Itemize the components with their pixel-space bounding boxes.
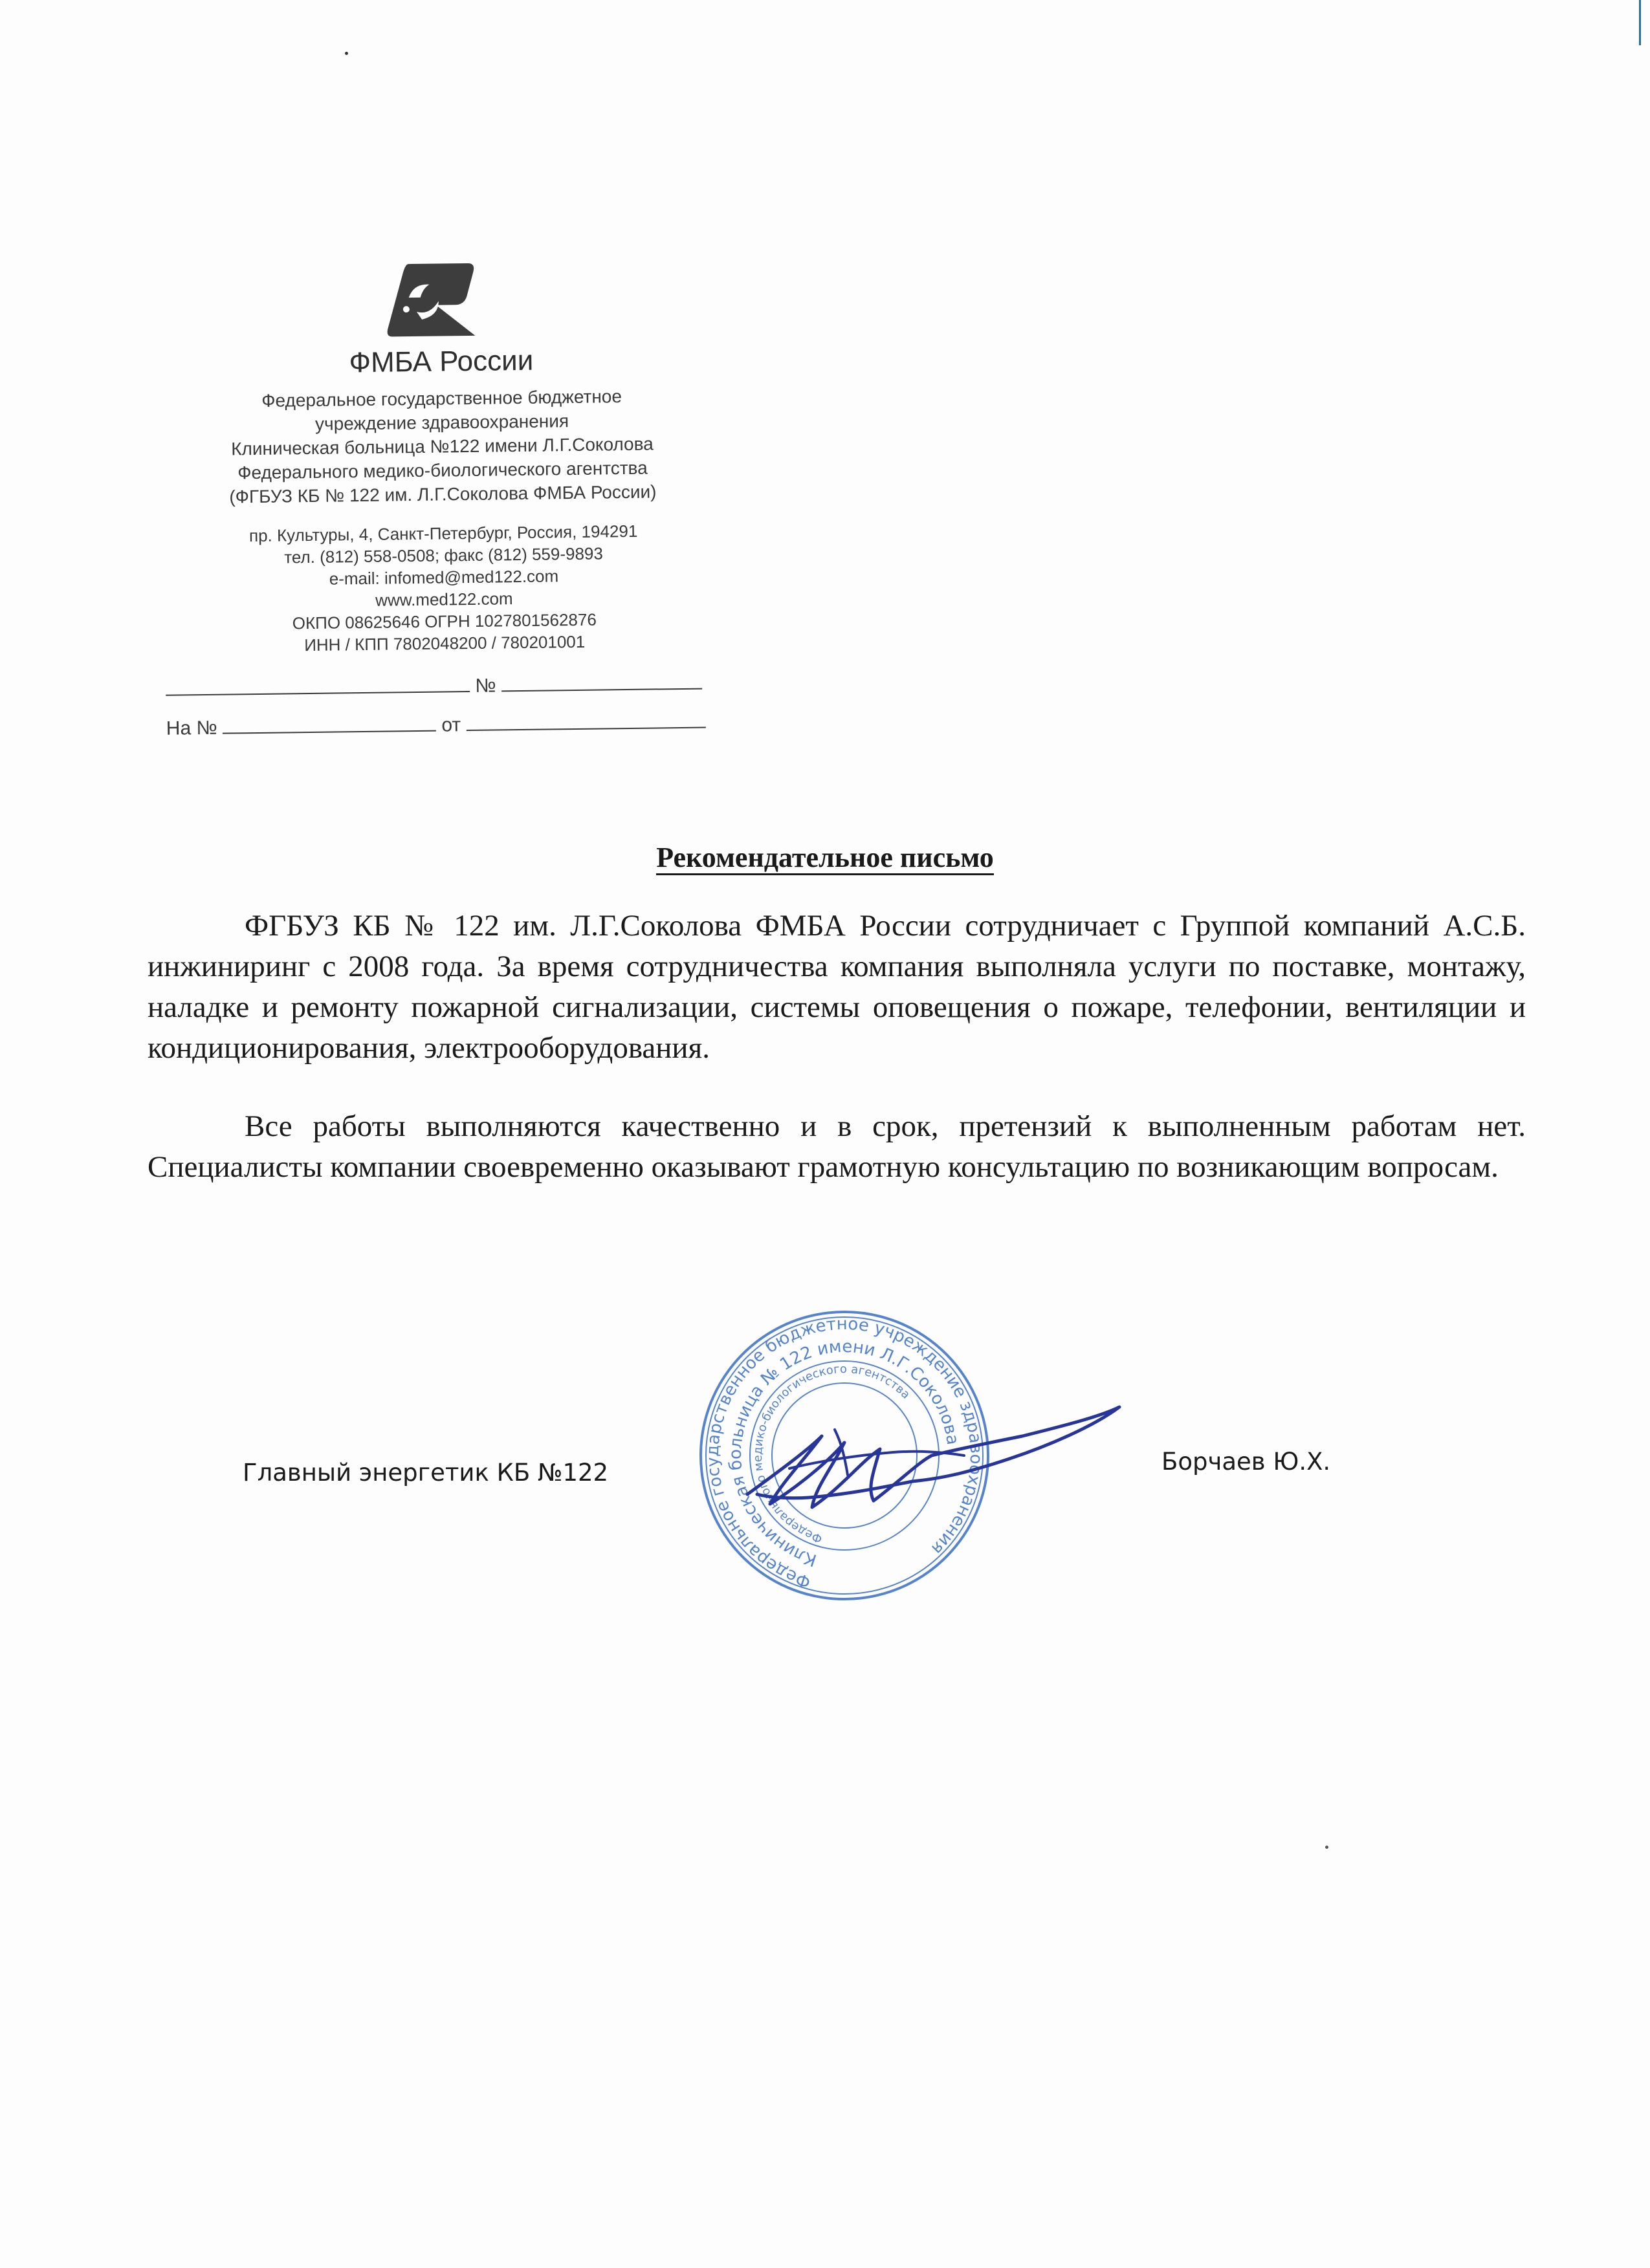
outgoing-ref-row (166, 672, 748, 701)
address: пр. Культуры, 4, Санкт-Петербург, Россия, 194291 (248, 521, 638, 546)
email: e-mail: infomed@med122.com (329, 566, 559, 589)
org-line: учреждение здравоохранения (314, 411, 569, 434)
reply-label: На № (166, 717, 217, 739)
letter-title (0, 841, 1650, 874)
scan-speck (345, 52, 348, 55)
org-name: ФМБА России (349, 344, 534, 379)
stamp-inner-text: Федерального медико-биологического агентства (751, 1362, 913, 1546)
org-line: Федеральное государственное бюджетное (261, 386, 622, 411)
reply-number-line (223, 716, 436, 734)
scan-edge-mark (1639, 0, 1641, 45)
website: www.med122.com (375, 589, 513, 610)
signatory-position: Главный энергетик КБ №122 (243, 1459, 609, 1487)
okpo-ogrn: ОКПО 08625646 ОГРН 1027801562876 (292, 609, 597, 633)
org-line: (ФГБУЗ КБ № 122 им. Л.Г.Соколова ФМБА России) (229, 481, 657, 507)
org-line: Клиническая больница №122 имени Л.Г.Соколова (231, 433, 654, 459)
outgoing-number-line (501, 674, 702, 692)
outgoing-date-line (166, 677, 470, 696)
letterhead (149, 255, 731, 739)
handwritten-signature (686, 1391, 1126, 1520)
stamp-middle-text: Клиническая больница № 122 имени Л.Г.Соколова (725, 1336, 963, 1570)
reply-date-line (466, 713, 705, 732)
reply-ref-row (166, 711, 749, 740)
inn-kpp: ИНН / КПП 7802048200 / 780201001 (304, 631, 586, 655)
scan-speck (1325, 1846, 1328, 1849)
contact-details (152, 519, 736, 658)
ref-no-label: № (475, 675, 496, 697)
signatory-name: Борчаев Ю.Х. (1161, 1448, 1331, 1476)
letter-paragraph-1: ФГБУЗ КБ № 122 им. Л.Г.Соколова ФМБА России сотрудничает с Группой компаний А.С.Б. инжиниринг с 2008 года. За время сотрудничества компания выполняла услуги по поставке, монтажу, наладке и ремонту пожарной сигнализации, системы оповещения о пожаре, телефонии, вентиляции и кондиционирования, электрооборудования. (148, 909, 1526, 1065)
letter-paragraph-2: Все работы выполняются качественно и в срок, претензий к выполненным работам нет. Специалисты компании своевременно оказывают грамотную консультацию по возникающим вопросам. (148, 1109, 1526, 1184)
fmba-logo-icon (384, 258, 479, 340)
stamp-outer-text: Федеральное государственное бюджетное учреждение здравоохранения (703, 1314, 986, 1592)
letter-title-text: Рекомендательное письмо (656, 842, 994, 875)
phone-fax: тел. (812) 558-0508; факс (812) 559-9893 (284, 543, 604, 567)
org-full-name (150, 383, 734, 510)
org-line: Федерального медико-биологического агентства (237, 457, 648, 483)
from-label: от (441, 714, 461, 736)
